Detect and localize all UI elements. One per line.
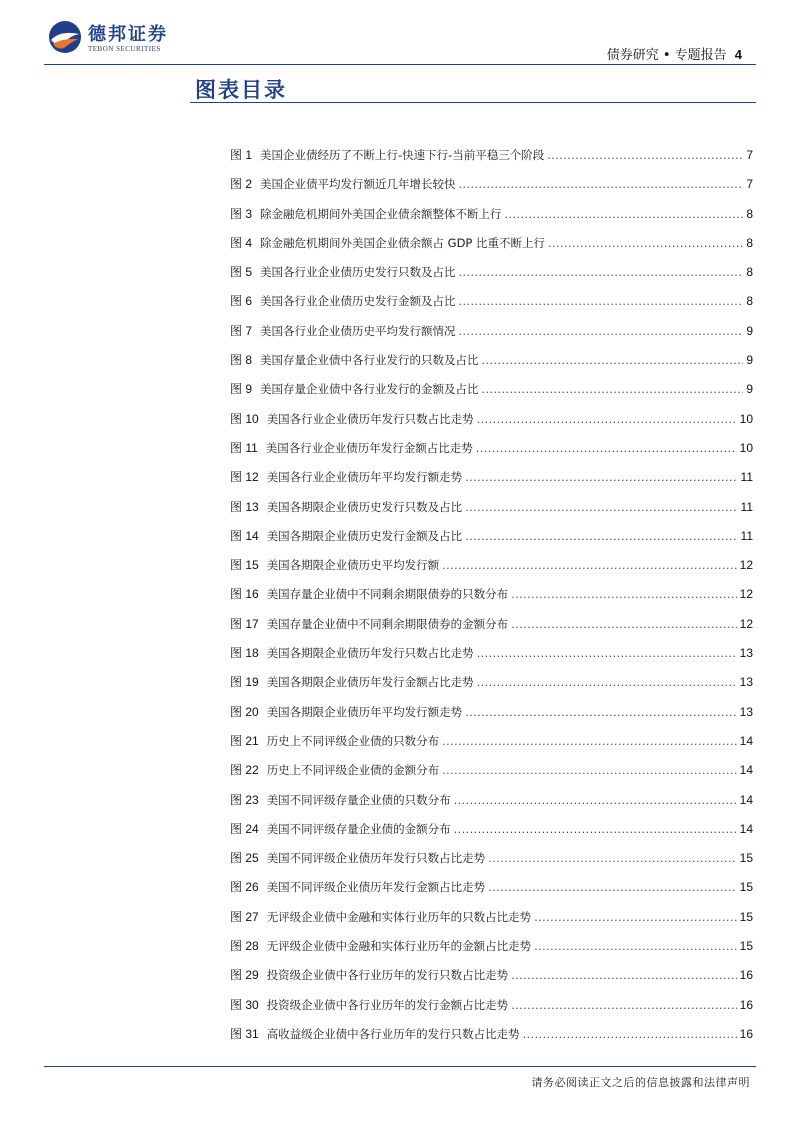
- toc-figure-title: 美国各期限企业债历年发行只数占比走势: [266, 646, 474, 661]
- toc-figure-number: 图 20: [230, 704, 259, 719]
- page-header: [0, 0, 800, 70]
- toc-figure-title: 美国企业债经历了不断上行-快速下行-当前平稳三个阶段: [260, 148, 545, 162]
- toc-dot-leader: [488, 881, 736, 894]
- toc-figure-title: 美国各行业企业债历年发行金额占比走势: [265, 440, 473, 455]
- toc-page-number: 9: [746, 353, 753, 368]
- toc-figure-title: 美国各行业企业债历史平均发行额情况: [260, 323, 456, 338]
- toc-figure-number: 图 17: [230, 616, 259, 631]
- toc-figure-number: 图 9: [230, 382, 253, 397]
- toc-page-number: 8: [746, 235, 753, 250]
- toc-figure-title: 美国各期限企业债历年发行金额占比走势: [266, 675, 474, 690]
- toc-page-number: 10: [739, 440, 753, 455]
- toc-page-number: 12: [739, 558, 753, 573]
- toc-page-number: 11: [740, 470, 753, 485]
- toc-entry[interactable]: [230, 292, 753, 321]
- toc-figure-title: 除金融危机期间外美国企业债余额占 GDP 比重不断上行: [260, 235, 546, 250]
- toc-dot-leader: [482, 354, 744, 367]
- toc-figure-number: 图 23: [230, 792, 259, 807]
- toc-figure-title: 美国存量企业债中不同剩余期限债券的只数分布: [266, 587, 509, 602]
- toc-figure-number: 图 2: [230, 177, 253, 192]
- toc-page-number: 14: [739, 733, 753, 748]
- toc-dot-leader: [442, 559, 736, 572]
- toc-figure-number: 图 21: [230, 733, 259, 748]
- toc-entry[interactable]: [230, 234, 753, 263]
- toc-entry[interactable]: [230, 966, 753, 995]
- toc-figure-number: 图 11: [230, 440, 258, 455]
- toc-dot-leader: [523, 1028, 737, 1041]
- report-type: 债券研究 • 专题报告: [606, 48, 727, 63]
- toc-entry[interactable]: [230, 791, 753, 820]
- toc-entry[interactable]: [230, 527, 753, 556]
- toc-dot-leader: [476, 442, 737, 455]
- section-title: 图表目录: [195, 77, 287, 102]
- toc-page-number: 16: [739, 968, 753, 983]
- header-report-info: [607, 44, 742, 63]
- toc-page-number: 14: [739, 792, 753, 807]
- toc-figure-number: 图 31: [230, 1026, 259, 1041]
- toc-figure-title: 美国各行业企业债历史发行金额及占比: [260, 294, 456, 309]
- toc-figure-number: 图 29: [230, 968, 259, 983]
- toc-entry[interactable]: [230, 878, 753, 907]
- brand-name-en: TEBON SECURITIES: [88, 45, 161, 53]
- page-number: 4: [734, 47, 742, 62]
- toc-dot-leader: [534, 911, 736, 924]
- toc-figure-title: 美国各期限企业债历史平均发行额: [266, 558, 440, 573]
- toc-dot-leader: [482, 383, 744, 396]
- toc-figure-title: 美国各行业企业债历年平均发行额走势: [266, 470, 463, 485]
- toc-dot-leader: [511, 969, 736, 982]
- toc-page-number: 8: [746, 206, 753, 221]
- toc-entry[interactable]: [230, 380, 753, 409]
- toc-figure-title: 除金融危机期间外美国企业债余额整体不断上行: [260, 206, 502, 221]
- toc-dot-leader: [459, 178, 744, 191]
- toc-dot-leader: [511, 618, 736, 631]
- toc-entry[interactable]: [230, 761, 753, 790]
- table-of-figures: [230, 146, 753, 1054]
- toc-page-number: 9: [746, 382, 753, 397]
- toc-figure-number: 图 22: [230, 763, 259, 778]
- toc-entry[interactable]: [230, 205, 753, 234]
- toc-dot-leader: [547, 149, 743, 162]
- toc-dot-leader: [511, 588, 736, 601]
- toc-figure-title: 无评级企业债中金融和实体行业历年的只数占比走势: [266, 909, 532, 924]
- toc-entry[interactable]: [230, 615, 753, 644]
- toc-page-number: 11: [740, 528, 753, 543]
- toc-page-number: 15: [739, 880, 753, 895]
- toc-figure-title: 美国各行业企业债历史发行只数及占比: [260, 265, 456, 280]
- toc-dot-leader: [465, 530, 737, 543]
- toc-dot-leader: [465, 471, 737, 484]
- toc-entry[interactable]: [230, 673, 753, 702]
- toc-dot-leader: [442, 764, 736, 777]
- toc-dot-leader: [459, 295, 744, 308]
- toc-dot-leader: [442, 735, 736, 748]
- toc-page-number: 15: [739, 909, 753, 924]
- toc-page-number: 8: [746, 294, 753, 309]
- toc-figure-title: 美国不同评级存量企业债的金额分布: [266, 821, 451, 836]
- toc-figure-title: 无评级企业债中金融和实体行业历年的金额占比走势: [266, 939, 532, 954]
- toc-entry[interactable]: [230, 732, 753, 761]
- toc-dot-leader: [548, 237, 743, 250]
- toc-page-number: 15: [739, 851, 753, 866]
- toc-page-number: 14: [739, 763, 753, 778]
- toc-figure-number: 图 18: [230, 646, 259, 661]
- toc-figure-number: 图 14: [230, 528, 259, 543]
- toc-figure-number: 图 16: [230, 587, 259, 602]
- toc-page-number: 16: [739, 997, 753, 1012]
- footer-divider: [44, 1066, 756, 1067]
- toc-entry[interactable]: [230, 908, 753, 937]
- toc-figure-title: 美国不同评级企业债历年发行只数占比走势: [266, 851, 486, 866]
- toc-entry[interactable]: [230, 322, 753, 351]
- toc-entry[interactable]: [230, 996, 753, 1025]
- toc-figure-number: 图 6: [230, 294, 253, 309]
- tebon-logo-icon: [48, 20, 82, 54]
- brand-name-cn: 德邦证券: [88, 24, 168, 45]
- toc-figure-title: 美国各期限企业债历年平均发行额走势: [266, 704, 463, 719]
- toc-figure-title: 美国各行业企业债历年发行只数占比走势: [266, 411, 474, 426]
- toc-dot-leader: [511, 999, 736, 1012]
- toc-page-number: 8: [746, 265, 753, 280]
- toc-figure-number: 图 1: [230, 148, 253, 162]
- toc-figure-title: 美国各期限企业债历史发行金额及占比: [266, 528, 463, 543]
- section-divider: [190, 102, 756, 103]
- toc-dot-leader: [534, 940, 736, 953]
- toc-figure-number: 图 13: [230, 499, 259, 514]
- toc-figure-number: 图 15: [230, 558, 259, 573]
- header-divider: [44, 64, 756, 65]
- toc-page-number: 15: [739, 939, 753, 954]
- toc-figure-title: 美国不同评级存量企业债的只数分布: [266, 792, 451, 807]
- toc-figure-number: 图 24: [230, 821, 259, 836]
- toc-figure-number: 图 25: [230, 851, 259, 866]
- toc-entry[interactable]: [230, 439, 753, 468]
- toc-figure-title: 投资级企业债中各行业历年的发行只数占比走势: [266, 968, 509, 983]
- toc-figure-number: 图 3: [230, 206, 253, 221]
- toc-entry[interactable]: [230, 351, 753, 380]
- toc-entry[interactable]: [230, 468, 753, 497]
- toc-page-number: 12: [739, 587, 753, 602]
- toc-page-number: 13: [739, 646, 753, 661]
- toc-dot-leader: [454, 794, 737, 807]
- tebon-logo: [48, 20, 188, 60]
- toc-entry[interactable]: [230, 644, 753, 673]
- toc-figure-title: 美国不同评级企业债历年发行金额占比走势: [266, 880, 486, 895]
- toc-entry[interactable]: [230, 585, 753, 614]
- toc-entry[interactable]: [230, 1025, 753, 1054]
- toc-dot-leader: [477, 413, 737, 426]
- toc-dot-leader: [477, 676, 737, 689]
- toc-figure-number: 图 10: [230, 411, 259, 426]
- toc-figure-title: 美国存量企业债中不同剩余期限债券的金额分布: [266, 616, 509, 631]
- toc-entry[interactable]: [230, 263, 753, 292]
- toc-page-number: 10: [739, 411, 753, 426]
- toc-figure-number: 图 30: [230, 997, 259, 1012]
- toc-figure-number: 图 5: [230, 265, 253, 280]
- toc-entry[interactable]: [230, 820, 753, 849]
- toc-page-number: 13: [739, 675, 753, 690]
- toc-figure-number: 图 8: [230, 353, 253, 368]
- toc-page-number: 12: [739, 616, 753, 631]
- toc-figure-title: 美国企业债平均发行额近几年增长较快: [260, 177, 456, 192]
- footer-disclaimer: 请务必阅读正文之后的信息披露和法律声明: [531, 1076, 750, 1089]
- toc-figure-number: 图 4: [230, 235, 253, 250]
- toc-dot-leader: [505, 208, 744, 221]
- toc-figure-title: 美国存量企业债中各行业发行的金额及占比: [260, 382, 479, 397]
- toc-dot-leader: [465, 501, 737, 514]
- toc-page-number: 7: [746, 177, 753, 192]
- toc-dot-leader: [459, 266, 744, 279]
- toc-dot-leader: [459, 325, 744, 338]
- toc-figure-title: 高收益级企业债中各行业历年的发行只数占比走势: [266, 1026, 520, 1041]
- toc-entry[interactable]: [230, 175, 753, 204]
- toc-figure-number: 图 7: [230, 323, 253, 338]
- toc-page-number: 16: [739, 1026, 753, 1041]
- toc-dot-leader: [477, 647, 737, 660]
- toc-entry[interactable]: [230, 498, 753, 527]
- toc-entry[interactable]: [230, 410, 753, 439]
- toc-page-number: 11: [740, 499, 753, 514]
- toc-dot-leader: [454, 823, 737, 836]
- toc-entry[interactable]: [230, 556, 753, 585]
- toc-figure-title: 美国各期限企业债历史发行只数及占比: [266, 499, 463, 514]
- toc-entry[interactable]: [230, 937, 753, 966]
- toc-figure-title: 投资级企业债中各行业历年的发行金额占比走势: [266, 997, 509, 1012]
- toc-figure-title: 历史上不同评级企业债的金额分布: [266, 763, 440, 778]
- toc-page-number: 7: [746, 148, 753, 162]
- toc-figure-number: 图 19: [230, 675, 259, 690]
- toc-figure-number: 图 26: [230, 880, 259, 895]
- toc-figure-number: 图 28: [230, 939, 259, 954]
- toc-dot-leader: [465, 706, 736, 719]
- toc-figure-title: 历史上不同评级企业债的只数分布: [266, 733, 440, 748]
- toc-entry[interactable]: [230, 849, 753, 878]
- toc-entry[interactable]: [230, 703, 753, 732]
- toc-figure-number: 图 27: [230, 909, 259, 924]
- toc-page-number: 9: [746, 323, 753, 338]
- toc-figure-title: 美国存量企业债中各行业发行的只数及占比: [260, 353, 479, 368]
- toc-page-number: 13: [739, 704, 753, 719]
- toc-dot-leader: [488, 852, 736, 865]
- toc-figure-number: 图 12: [230, 470, 259, 485]
- toc-entry[interactable]: [230, 146, 753, 175]
- toc-page-number: 14: [739, 821, 753, 836]
